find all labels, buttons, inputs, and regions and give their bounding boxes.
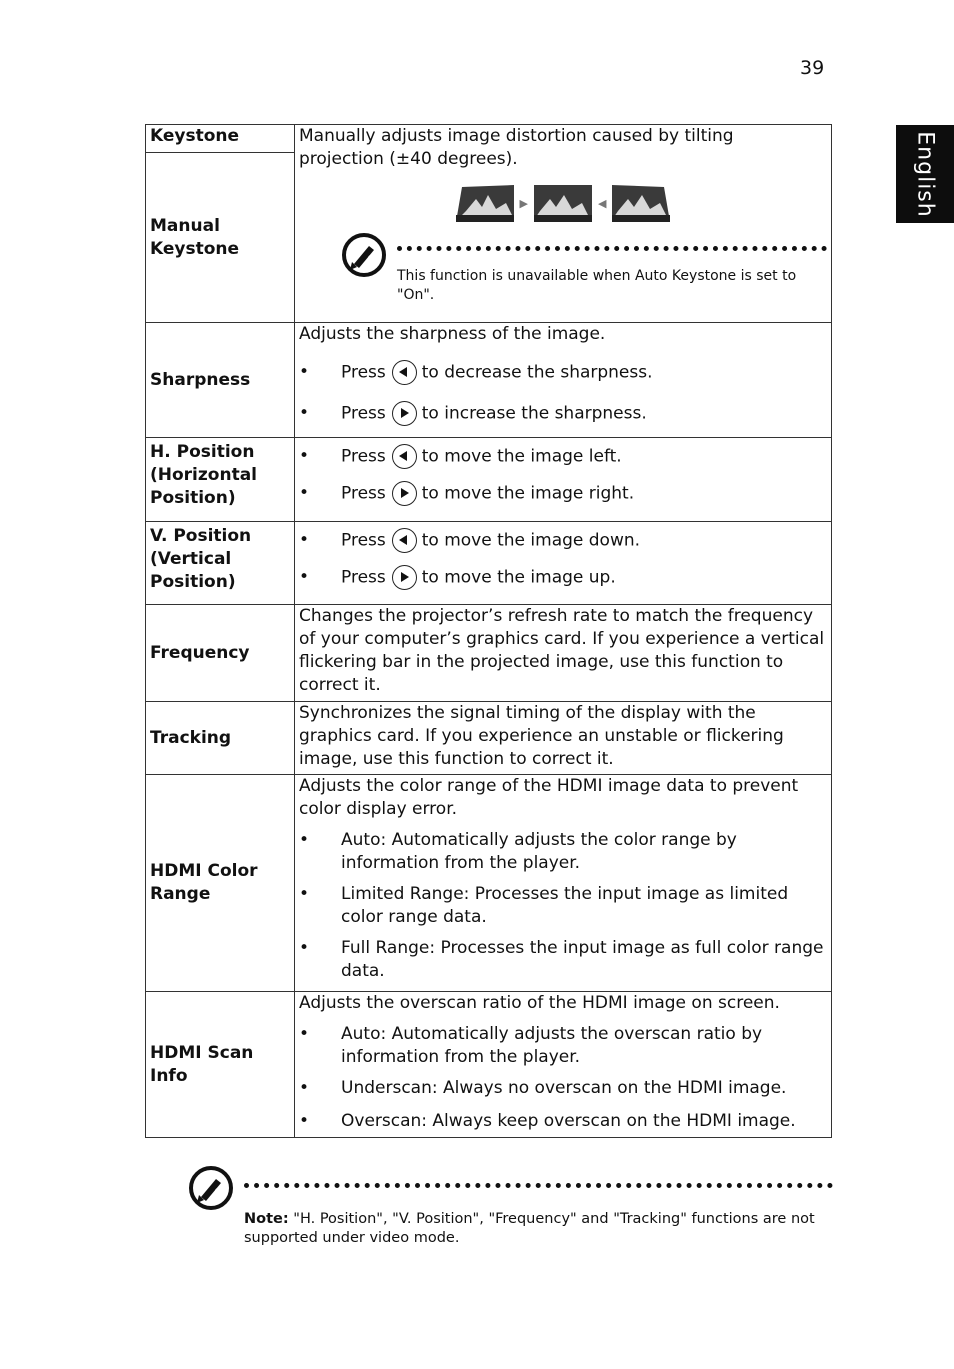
hdmi-color-bullet-1: [299, 829, 827, 875]
label-hdmi-scan-info: [146, 992, 295, 1138]
press-label: Press: [341, 362, 386, 383]
v-position-bullet-1: [299, 528, 827, 553]
h-position-label-line1: H. Position: [150, 442, 255, 462]
hdmi-color-full-line2: data.: [341, 961, 385, 981]
frequency-desc-line2: of your computer’s graphics card. If you experience a vertical: [299, 629, 825, 649]
keystone-preview-image: [612, 185, 670, 222]
keystone-preview-images: [299, 185, 827, 222]
h-position-bullet-1: [299, 444, 827, 469]
keystone-desc-line2: projection (±40 degrees).: [299, 149, 518, 169]
tracking-desc-line1: Synchronizes the signal timing of the display with the: [299, 703, 756, 723]
label-manual-keystone: [146, 153, 295, 323]
press-label: Press: [341, 530, 386, 551]
tracking-desc-line3: image, use this function to correct it.: [299, 749, 614, 769]
triangle-arrow-icon: ▶: [519, 197, 528, 210]
press-label: Press: [341, 483, 386, 504]
table-row-hdmi-color-range: [146, 775, 832, 992]
hdmi-color-desc-line1: Adjusts the color range of the HDMI image data to prevent: [299, 776, 799, 796]
left-arrow-button-icon: [392, 528, 417, 553]
keystone-note: [341, 232, 827, 305]
v-position-bullet-2: [299, 565, 827, 590]
table-row-h-position: [146, 438, 832, 522]
bullet-dot: •: [299, 567, 310, 587]
desc-sharpness: [295, 323, 832, 438]
bullet-dot: •: [299, 1111, 310, 1131]
label-keystone: [146, 125, 295, 153]
hdmi-color-bullet-3: [299, 937, 827, 983]
bullet-dot: •: [299, 530, 310, 550]
table-row-hdmi-scan-info: [146, 992, 832, 1138]
table-row-sharpness: [146, 323, 832, 438]
keystone-note-text: This function is unavailable when Auto Keystone is set to "On".: [397, 268, 797, 303]
desc-keystone: [295, 125, 832, 323]
tracking-label: Tracking: [150, 727, 232, 748]
h-position-left-text: to move the image left.: [421, 446, 622, 467]
bullet-dot: •: [299, 884, 310, 904]
table-row-keystone: [146, 125, 832, 153]
hdmi-color-label-line1: HDMI Color: [150, 861, 258, 881]
sharpness-label: Sharpness: [150, 369, 251, 390]
v-position-label-line1: V. Position: [150, 526, 252, 546]
keystone-label: Keystone: [150, 126, 240, 146]
manual-keystone-label-line1: Manual: [150, 215, 220, 236]
right-arrow-button-icon: [392, 401, 417, 426]
table-row-frequency: [146, 605, 832, 702]
bullet-dot: •: [299, 1024, 310, 1044]
left-arrow-button-icon: [392, 360, 417, 385]
sharpness-bullet-1: [299, 360, 827, 385]
hdmi-scan-auto-line2: information from the player.: [341, 1047, 581, 1067]
v-position-up-text: to move the image up.: [421, 567, 616, 588]
desc-frequency: [295, 605, 832, 702]
table-row-tracking: [146, 702, 832, 775]
footer-note-label: Note:: [244, 1211, 289, 1227]
label-v-position: [146, 522, 295, 605]
label-h-position: [146, 438, 295, 522]
bullet-dot: •: [299, 938, 310, 958]
desc-tracking: [295, 702, 832, 775]
table-row-v-position: [146, 522, 832, 605]
language-tab-label: English: [912, 130, 938, 218]
hdmi-scan-bullet-2: [299, 1077, 827, 1100]
hdmi-color-auto-line1: Auto: Automatically adjusts the color range by: [341, 830, 737, 850]
page-number: 39: [800, 57, 825, 79]
hdmi-color-full-line1: Full Range: Processes the input image as full color range: [341, 938, 824, 958]
bullet-dot: •: [299, 830, 310, 850]
footer-note-body: [244, 1210, 833, 1248]
right-arrow-button-icon: [392, 481, 417, 506]
sharpness-decrease-text: to decrease the sharpness.: [421, 362, 653, 383]
hdmi-scan-label: HDMI Scan Info: [150, 1042, 254, 1086]
h-position-bullet-2: [299, 481, 827, 506]
v-position-label-line2: (Vertical: [150, 549, 232, 569]
manual-keystone-label-line2: Keystone: [150, 238, 240, 259]
hdmi-color-limited-line1: Limited Range: Processes the input image as limited: [341, 884, 789, 904]
keystone-preview-image: [456, 185, 514, 222]
label-frequency: [146, 605, 295, 702]
frequency-desc-line3: flickering bar in the projected image, use this function to: [299, 652, 784, 672]
desc-hdmi-color-range: [295, 775, 832, 992]
press-label: Press: [341, 567, 386, 588]
keystone-desc-line1: Manually adjusts image distortion caused by tilting: [299, 126, 734, 146]
bullet-dot: •: [299, 403, 310, 423]
language-tab: [896, 125, 954, 223]
label-tracking: [146, 702, 295, 775]
sharpness-bullet-2: [299, 401, 827, 426]
triangle-arrow-icon: ◀: [598, 197, 607, 210]
v-position-label-line3: Position): [150, 572, 236, 592]
settings-table: [145, 124, 832, 1138]
hdmi-color-bullet-2: [299, 883, 827, 929]
press-label: Press: [341, 446, 386, 467]
hdmi-color-label-line2: Range: [150, 884, 211, 904]
hdmi-scan-bullet-1: [299, 1023, 827, 1069]
h-position-label-line3: Position): [150, 488, 236, 508]
tracking-desc-line2: graphics card. If you experience an unstable or flickering: [299, 726, 784, 746]
v-position-down-text: to move the image down.: [421, 530, 641, 551]
frequency-desc-line1: Changes the projector’s refresh rate to match the frequency: [299, 606, 814, 626]
footer-note-text: "H. Position", "V. Position", "Frequency" and "Tracking" functions are not supported under video mode.: [244, 1211, 815, 1246]
hdmi-scan-bullet-3: [299, 1110, 827, 1133]
hdmi-color-limited-line2: color range data.: [341, 907, 487, 927]
label-sharpness: [146, 323, 295, 438]
h-position-right-text: to move the image right.: [421, 483, 635, 504]
note-divider: [244, 1183, 833, 1188]
hdmi-scan-overscan: Overscan: Always keep overscan on the HDMI image.: [341, 1111, 796, 1131]
hdmi-scan-desc: Adjusts the overscan ratio of the HDMI image on screen.: [299, 993, 780, 1013]
bullet-dot: •: [299, 362, 310, 382]
desc-h-position: [295, 438, 832, 522]
label-hdmi-color-range: [146, 775, 295, 992]
footer-note: [188, 1165, 833, 1248]
keystone-preview-image: [534, 185, 592, 222]
frequency-desc-line4: correct it.: [299, 675, 381, 695]
h-position-label-line2: (Horizontal: [150, 465, 257, 485]
press-label: Press: [341, 403, 386, 424]
bullet-dot: •: [299, 1078, 310, 1098]
note-pen-icon: [341, 232, 387, 278]
hdmi-scan-auto-line1: Auto: Automatically adjusts the overscan ratio by: [341, 1024, 763, 1044]
note-pen-icon: [188, 1165, 234, 1211]
bullet-dot: •: [299, 446, 310, 466]
desc-v-position: [295, 522, 832, 605]
bullet-dot: •: [299, 483, 310, 503]
hdmi-color-desc-line2: color display error.: [299, 799, 458, 819]
sharpness-desc: Adjusts the sharpness of the image.: [299, 324, 606, 344]
hdmi-color-auto-line2: information from the player.: [341, 853, 581, 873]
hdmi-scan-underscan: Underscan: Always no overscan on the HDMI image.: [341, 1078, 787, 1098]
desc-hdmi-scan-info: [295, 992, 832, 1138]
sharpness-increase-text: to increase the sharpness.: [421, 403, 647, 424]
frequency-label: Frequency: [150, 642, 250, 663]
left-arrow-button-icon: [392, 444, 417, 469]
note-divider: [397, 246, 827, 251]
right-arrow-button-icon: [392, 565, 417, 590]
